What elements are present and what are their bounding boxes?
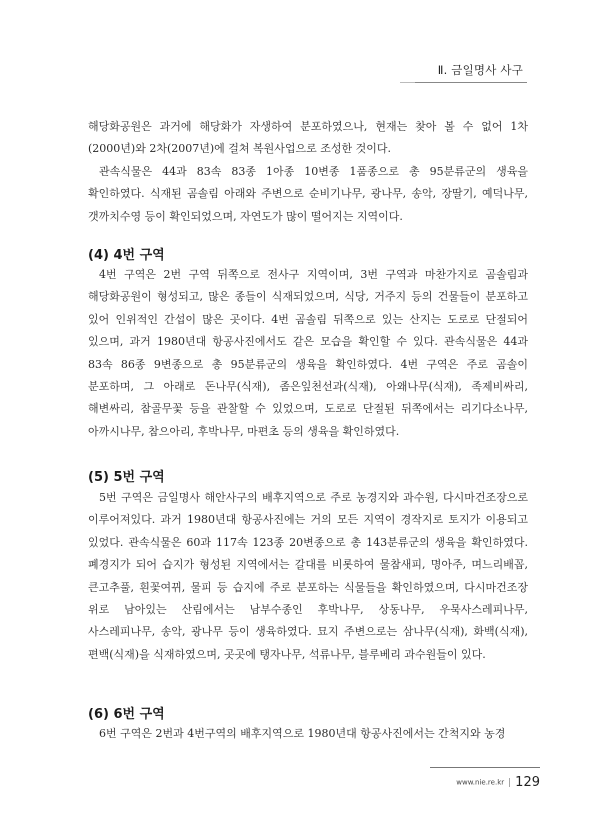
area5-paragraph: 5번 구역은 금일명사 해안사구의 배후지역으로 주로 농경지와 과수원, 다시마건조장으로 이루어져있다. 과거 1980년대 항공사진에는 거의 모든 지역이 경작지로 토지가 이용되고 있었다. 관속식물은 60과 117속 123종 20변종으로 총 143분류군의 생육을 확인하였다. 폐경지가 되어 습지가 형성된 지역에서는 갈대를 비롯하여 물참새피, 명아주, 며느리배꼽, 큰고추풀, 흰꽃여뀌, 물피 등 습지에 주로 분포하는 식물들을 확인하였으며, 다시마건조장 위로 남아있는 산림에서는 남부수종인 후박나무, 상동나무, 우묵사스레피나무, 사스레피나무, 송악, 광나무 등이 생육하였다. 묘지 주변으로는 삼나무(식재), 화백(식재), 편백(식재)을 식재하였으며, 곳곳에 탱자나무, 석류나무, 블루베리 과수원들이 있다. (88, 491, 528, 661)
header-accent-line (400, 82, 415, 83)
area6-paragraph: 6번 구역은 2번과 4번구역의 배후지역으로 1980년대 항공사진에서는 간척지와 농경 (99, 727, 506, 740)
area6-heading: (6) 6번 구역 (88, 707, 165, 722)
footer-separator: | (508, 777, 512, 788)
header-title: Ⅱ. 금일명사 사구 (437, 63, 523, 77)
area5-heading: (5) 5번 구역 (88, 470, 165, 485)
intro-paragraph-1: 해당화공원은 과거에 해당화가 자생하여 분포하였으나, 현재는 찾아 볼 수 없어 1차(2000년)와 2차(2007년)에 걸쳐 복원사업으로 조성한 것이다. (88, 120, 528, 156)
intro-section (88, 116, 528, 228)
intro-paragraph-2: 관속식물은 44과 83속 83종 1아종 10변종 1품종으로 총 95분류군의 생육을 확인하였다. 식재된 곰솔림 아래와 주변으로 순비기나무, 광나무, 송악, 장딸기, 예덕나무, 갯까치수영 등이 확인되었으며, 자연도가 많이 떨어지는 지역이다. (88, 164, 528, 223)
footer-rule (430, 767, 540, 768)
area4-heading: (4) 4번 구역 (88, 248, 165, 263)
footer-site: www.nie.re.kr (456, 778, 505, 787)
running-header (415, 60, 527, 83)
area4-paragraph: 4번 구역은 2번 구역 뒤쪽으로 전사구 지역이며, 3번 구역과 마찬가지로 곰솔림과 해당화공원이 형성되고, 많은 종들이 식재되었으며, 식당, 거주지 등의 건물들이 분포하고 있어 인위적인 간섭이 많은 곳이다. 4번 곰솔림 뒤쪽으로 있는 산지는 도로로 단절되어 있으며, 과거 1980년대 항공사진에서도 같은 모습을 확인할 수 있다. 관속식물은 44과 83속 86종 9변종으로 총 95분류군의 생육을 확인하였다. 4번 구역은 주로 곰솔이 분포하며, 그 아래로 돈나무(식재), 좀은잎천선과(식재), 아왜나무(식재), 족제비싸리, 해변싸리, 참골무꽃 등을 관찰할 수 있었으며, 도로로 단절된 뒤쪽에서는 리기다소나무, 아까시나무, 참으아리, 후박나무, 마편초 등의 생육을 확인하였다. (88, 268, 528, 438)
page-footer (430, 772, 540, 791)
page-number: 129 (515, 775, 540, 790)
